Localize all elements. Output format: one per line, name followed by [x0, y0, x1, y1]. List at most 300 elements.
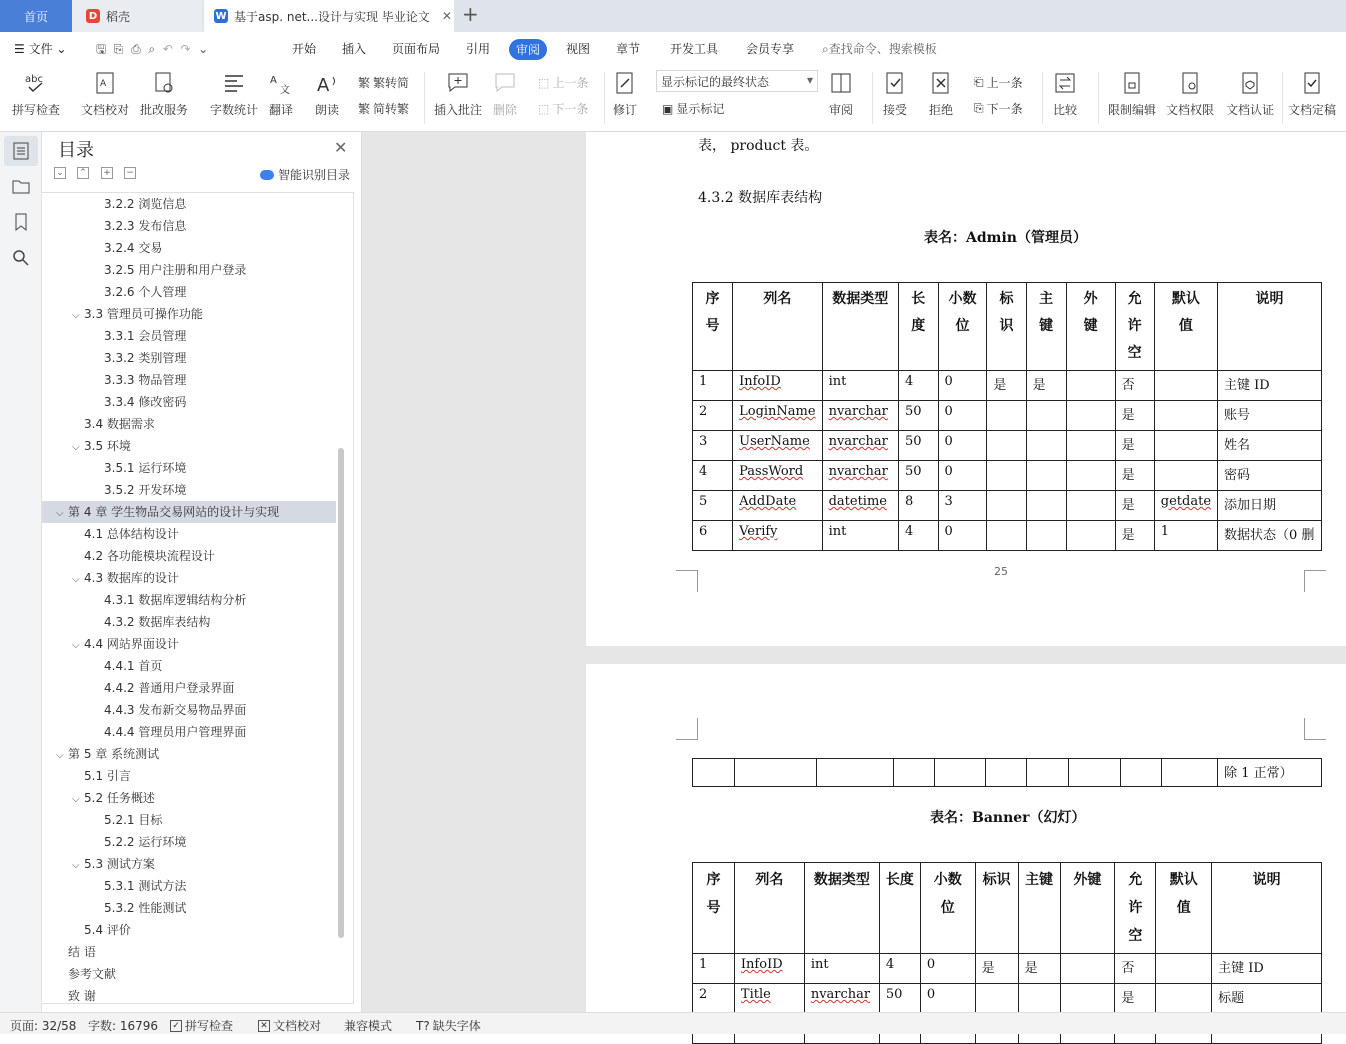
page-indicator[interactable] [10, 1017, 76, 1034]
toc-item-label: 3.2.2 浏览信息 [104, 197, 187, 211]
toc-item-label: 3.2.4 交易 [104, 241, 163, 255]
table-cell: 2 [693, 401, 733, 431]
menu-chapter[interactable]: 章节 [616, 42, 641, 56]
table-cell [987, 461, 1026, 491]
table-cell: 主键 ID [1212, 954, 1322, 984]
toc-item[interactable] [56, 963, 116, 985]
next-comment-icon: ⬚ [538, 101, 550, 116]
spellcheck-underline: nvarchar [828, 404, 888, 419]
table-cell [1069, 759, 1121, 787]
column-header: 小数 位 [920, 863, 975, 954]
table-cell [1154, 491, 1217, 521]
toc-item-label: 5.3 测试方案 [84, 857, 155, 871]
toc-item[interactable] [72, 303, 203, 325]
file-menu[interactable]: ☰ 文件 ⌄ [14, 42, 67, 56]
table-cell: 添加日期 [1218, 491, 1322, 521]
toc-item-label: 3.3.4 修改密码 [104, 395, 187, 409]
menu-vip[interactable]: 会员专享 [746, 42, 795, 56]
column-header: 长 度 [898, 283, 938, 371]
table-cell [734, 984, 804, 1014]
table-cell [987, 401, 1026, 431]
show-markup-label: 显示标记 [676, 102, 725, 116]
status-bar [0, 1012, 1346, 1034]
toc-item[interactable] [88, 259, 246, 281]
column-header: 说明 [1218, 283, 1322, 371]
table-cell: 否 [1115, 371, 1154, 401]
table-cell: 4 [693, 461, 733, 491]
toc-item-label: 第 4 章 学生物品交易网站的设计与实现 [68, 505, 280, 519]
toc-item[interactable] [72, 435, 131, 457]
toc-item[interactable] [88, 215, 186, 237]
table-cell: 是 [1115, 431, 1154, 461]
table-cell [987, 491, 1026, 521]
spell-check-toggle-label: 拼写检查 [185, 1019, 234, 1033]
toc-item[interactable] [56, 985, 96, 1007]
table-cell: 主键 ID [1218, 371, 1322, 401]
column-header: 长度 [879, 863, 920, 954]
column-header: 允 许 空 [1115, 283, 1154, 371]
table-row [693, 521, 1322, 551]
svg-text:A: A [100, 79, 107, 89]
table-cell: 是 [1115, 984, 1156, 1014]
toc-scrollbar[interactable] [338, 448, 344, 938]
menu-reference[interactable]: 引用 [466, 42, 491, 56]
chevron-down-icon[interactable]: ⌵ [72, 794, 80, 805]
tab-bar [0, 0, 1346, 32]
table-cell [987, 521, 1026, 551]
batch-service-button[interactable] [140, 70, 188, 118]
toc-item-label: 5.2 任务概述 [84, 791, 155, 805]
toc-item[interactable] [88, 677, 234, 699]
table-row [693, 461, 1322, 491]
tab-document[interactable] [204, 0, 454, 32]
word-count-indicator[interactable] [88, 1017, 158, 1034]
chevron-down-icon[interactable]: ⌵ [56, 508, 64, 519]
toc-icon[interactable] [11, 141, 31, 161]
comment-icon [445, 70, 471, 96]
toc-item[interactable] [88, 237, 162, 259]
close-tab-icon[interactable]: ✕ [441, 9, 452, 23]
doc-proof-label: 文档校对 [81, 103, 130, 117]
prev-change-label: 上一条 [986, 76, 1023, 90]
toc-item[interactable] [72, 567, 179, 589]
toc-item[interactable] [72, 413, 155, 435]
toc-item-label: 3.4 数据需求 [84, 417, 155, 431]
smart-icon [260, 170, 274, 180]
search-icon[interactable] [11, 248, 31, 268]
toc-item-label: 3.3.3 物品管理 [104, 373, 187, 387]
table-cell [1018, 984, 1060, 1014]
next-comment-button[interactable] [538, 100, 588, 117]
toc-item[interactable] [72, 853, 155, 875]
toc-item-label: 致 谢 [68, 989, 96, 1003]
export-icon[interactable]: ⎘ [113, 42, 124, 56]
print-icon[interactable]: ⎙ [131, 42, 141, 56]
column-header: 默认 值 [1156, 863, 1212, 954]
doc-proof-button[interactable] [81, 70, 129, 118]
toc-item[interactable] [56, 743, 159, 765]
prev-change-icon: ⎗ [974, 75, 984, 89]
missing-font-button[interactable] [416, 1017, 481, 1034]
table-cell [1154, 461, 1217, 491]
chevron-down-icon[interactable]: ⌵ [56, 750, 64, 761]
toc-item-label: 3.3.2 类别管理 [104, 351, 187, 365]
quick-access-toolbar[interactable] [96, 40, 208, 61]
close-icon[interactable]: ✕ [334, 138, 348, 157]
toc-item[interactable] [72, 523, 179, 545]
table-cell: 0 [938, 401, 987, 431]
word-count-button[interactable] [210, 70, 258, 118]
table-cell: int [822, 371, 898, 401]
trad-simp-icon: 繁 [358, 76, 371, 90]
more-icon[interactable]: ⌄ [198, 42, 209, 56]
word-count-label: 字数统计 [210, 103, 259, 117]
table-cell [1026, 521, 1066, 551]
toc-item-label: 4.4.1 首页 [104, 659, 163, 673]
command-search[interactable] [822, 40, 937, 57]
toc-item[interactable] [88, 457, 186, 479]
column-header: 标 识 [987, 283, 1026, 371]
tab-document-label: 基于asp. net...设计与实现 毕业论文 [234, 9, 430, 24]
toc-item-label: 3.2.6 个人管理 [104, 285, 187, 299]
save-icon[interactable]: 🖫 [96, 42, 107, 56]
page-indicator-label: 页面: 32/58 [10, 1019, 77, 1033]
toc-item[interactable] [88, 611, 210, 633]
finalize-icon [1299, 70, 1325, 96]
show-markup-icon: ▣ [662, 101, 674, 116]
svg-text:A: A [270, 75, 277, 86]
insert-comment-button[interactable] [434, 70, 482, 118]
column-header: 主键 [1018, 863, 1060, 954]
table-cell: 姓名 [1218, 431, 1322, 461]
ribbon [0, 66, 1346, 132]
compare-icon [1052, 70, 1078, 96]
new-tab-button[interactable]: + [462, 2, 479, 26]
review-pane-icon [828, 70, 854, 96]
track-changes-icon [612, 70, 638, 96]
table-cell [1066, 401, 1115, 431]
table-header-row [693, 283, 1322, 371]
column-header: 外 键 [1066, 283, 1115, 371]
menu-devtools[interactable]: 开发工具 [670, 42, 719, 56]
page-25 [586, 132, 1346, 646]
doc-final-label: 文档定稿 [1288, 103, 1337, 117]
side-toolbar [0, 132, 42, 1012]
menu-bar [0, 32, 1346, 66]
toc-item-label: 4.3.1 数据库逻辑结构分析 [104, 593, 247, 607]
column-header: 主 键 [1026, 283, 1066, 371]
toc-item[interactable] [88, 369, 186, 391]
toc-item[interactable] [88, 655, 162, 677]
remove-level-icon[interactable]: − [124, 167, 136, 179]
trad-to-simp-label: 繁转简 [373, 76, 410, 90]
spell-check-toggle[interactable] [170, 1017, 233, 1034]
table-cell [733, 461, 822, 491]
word-count-indicator-label: 字数: 16796 [88, 1019, 159, 1033]
toc-item-label: 4.4.2 普通用户登录界面 [104, 681, 235, 695]
toc-item[interactable] [72, 919, 131, 941]
proof-toggle-label: 文档校对 [273, 1019, 322, 1033]
table-cell: 账号 [1218, 401, 1322, 431]
toc-item-label: 4.3 数据库的设计 [84, 571, 179, 585]
simp-to-trad-button[interactable] [358, 100, 409, 117]
column-header: 序 号 [693, 863, 735, 954]
read-aloud-button[interactable] [314, 70, 340, 118]
ribbon-separator [1282, 72, 1283, 124]
chevron-down-icon[interactable]: ⌵ [72, 310, 80, 321]
table-cell: 是 [1115, 461, 1154, 491]
command-search-label: 查找命令、搜索模板 [828, 42, 937, 56]
proof-toggle[interactable] [258, 1017, 321, 1034]
compat-mode[interactable] [344, 1017, 392, 1034]
chevron-down-icon[interactable]: ⌵ [72, 860, 80, 871]
table-cell: 0 [920, 984, 975, 1014]
table-cell [1027, 759, 1069, 787]
toc-item[interactable] [88, 875, 186, 897]
translate-label: 翻译 [268, 103, 293, 117]
spell-check-button[interactable] [12, 70, 60, 118]
table-cell: 50 [898, 401, 938, 431]
table-cell [822, 431, 898, 461]
toc-item-label: 4.1 总体结构设计 [84, 527, 179, 541]
track-changes-label: 修订 [612, 103, 637, 117]
table-cell [1060, 984, 1115, 1014]
table-cell: 0 [938, 521, 987, 551]
toc-item[interactable] [88, 281, 186, 303]
table-cell [1156, 954, 1212, 984]
restrict-editing-label: 限制编辑 [1108, 103, 1157, 117]
undo-icon[interactable]: ↶ [162, 42, 173, 56]
table-cell [804, 984, 879, 1014]
table-cell: 是 [1115, 491, 1154, 521]
next-comment-label: 下一条 [552, 102, 589, 116]
toc-panel [42, 132, 362, 1012]
accept-label: 接受 [882, 103, 907, 117]
table-cell [1066, 371, 1115, 401]
doc-permission-button[interactable] [1166, 70, 1214, 118]
menu-review[interactable]: 审阅 [509, 39, 547, 60]
toc-item[interactable] [88, 897, 186, 919]
table-cell [975, 984, 1018, 1014]
tab-daoke[interactable] [72, 0, 202, 32]
chevron-down-icon[interactable]: ⌵ [72, 442, 80, 453]
table-cell: 2 [693, 984, 735, 1014]
table-cell [733, 371, 822, 401]
menu-view[interactable]: 视图 [566, 42, 591, 56]
ribbon-separator [424, 72, 425, 124]
table-cell [1066, 431, 1115, 461]
delete-comment-icon [492, 70, 518, 96]
table-row [693, 954, 1322, 984]
compare-button[interactable] [1052, 70, 1078, 118]
toc-item-label: 5.2.2 运行环境 [104, 835, 187, 849]
reject-button[interactable] [928, 70, 954, 118]
preview-icon[interactable]: ⌕ [148, 42, 156, 56]
table-cell [1066, 461, 1115, 491]
toc-item[interactable] [88, 391, 186, 413]
delete-comment-button[interactable] [492, 70, 518, 118]
table-cell: 0 [938, 371, 987, 401]
chevron-down-icon: ▾ [806, 73, 813, 87]
toc-item[interactable] [88, 721, 246, 743]
table-cell [893, 759, 934, 787]
table-row [693, 759, 1322, 787]
table-cell [1066, 521, 1115, 551]
tab-home[interactable] [0, 0, 72, 32]
toc-item-label: 3.5 环境 [84, 439, 131, 453]
reject-icon [928, 70, 954, 96]
chevron-down-icon[interactable]: ⌵ [72, 640, 80, 651]
svg-text:abc: abc [25, 74, 43, 85]
svg-text:文: 文 [280, 85, 290, 96]
prev-comment-button[interactable] [538, 74, 588, 91]
toc-item[interactable] [88, 589, 246, 611]
ribbon-separator [872, 72, 873, 124]
smart-toc-button[interactable] [260, 166, 350, 183]
doc-cert-label: 文档认证 [1226, 103, 1275, 117]
menu-start[interactable]: 开始 [292, 42, 317, 56]
chevron-down-icon[interactable]: ⌵ [72, 574, 80, 585]
menu-insert[interactable]: 插入 [342, 42, 367, 56]
toc-item[interactable] [88, 479, 186, 501]
table-cell [1026, 461, 1066, 491]
table-cell [1026, 491, 1066, 521]
expand-up-icon[interactable]: ⌃ [77, 167, 89, 179]
table-cell [934, 759, 986, 787]
show-markup-button[interactable] [662, 100, 724, 117]
toc-item[interactable] [88, 831, 186, 853]
admin-table [692, 282, 1322, 551]
add-level-icon[interactable]: + [101, 167, 113, 179]
crop-mark [676, 570, 698, 592]
word-count-icon [221, 70, 247, 96]
toc-item[interactable] [72, 545, 215, 567]
column-header: 数据类型 [822, 283, 898, 371]
markup-display-select[interactable] [656, 70, 818, 92]
markup-display-value: 显示标记的最终状态 [661, 75, 770, 89]
table-cell: 4 [898, 371, 938, 401]
toc-item-label: 3.5.2 开发环境 [104, 483, 187, 497]
table-cell: 否 [1115, 954, 1156, 984]
toc-item[interactable] [56, 941, 96, 963]
table-cell [1154, 371, 1217, 401]
redo-icon[interactable]: ↷ [180, 42, 191, 56]
search-icon: ⌕ [822, 42, 829, 56]
toc-item[interactable] [72, 765, 131, 787]
toc-item-label: 4.3.2 数据库表结构 [104, 615, 211, 629]
spell-check-label: 拼写检查 [12, 103, 61, 117]
bookmark-icon[interactable] [11, 212, 31, 232]
toc-item[interactable] [88, 325, 186, 347]
lock-icon [1119, 70, 1145, 96]
table-cell [1121, 759, 1162, 787]
table-row [693, 431, 1322, 461]
trad-to-simp-button[interactable] [358, 74, 409, 91]
toc-item[interactable] [88, 347, 186, 369]
tab-home-label: 首页 [23, 9, 48, 24]
tab-daoke-label: 稻壳 [106, 9, 131, 24]
table-cell [733, 401, 822, 431]
spell-check-icon [23, 70, 49, 96]
table-cell: 50 [898, 431, 938, 461]
compare-label: 比较 [1052, 103, 1077, 117]
column-header: 外键 [1060, 863, 1115, 954]
review-pane-button[interactable] [828, 70, 854, 118]
table-cell [733, 431, 822, 461]
toc-item-label: 3.3 管理员可操作功能 [84, 307, 203, 321]
table-cell: 5 [693, 491, 733, 521]
column-header: 标识 [975, 863, 1018, 954]
toc-item-label: 结 语 [68, 945, 96, 959]
table-cell: 标题 [1212, 984, 1322, 1014]
restrict-editing-button[interactable] [1108, 70, 1156, 118]
table-cell [733, 521, 822, 551]
spellcheck-underline: AddDate [739, 494, 797, 509]
spellcheck-underline: getdate [1160, 494, 1212, 509]
toc-item[interactable] [72, 633, 179, 655]
shield-icon [1237, 70, 1263, 96]
table-cell: 3 [693, 431, 733, 461]
track-changes-button[interactable] [612, 70, 638, 118]
ribbon-separator [1098, 72, 1099, 124]
table-cell: 1 [1154, 521, 1217, 551]
table-cell [822, 491, 898, 521]
translate-button[interactable] [268, 70, 294, 118]
toc-item-label: 5.3.2 性能测试 [104, 901, 187, 915]
doc-cert-button[interactable] [1226, 70, 1274, 118]
toc-item[interactable] [88, 809, 162, 831]
translate-icon [268, 70, 294, 96]
column-header: 序 号 [693, 283, 733, 371]
table-cell: 8 [898, 491, 938, 521]
toc-item-label: 4.4 网站界面设计 [84, 637, 179, 651]
reject-label: 拒绝 [928, 103, 953, 117]
table-cell [1162, 759, 1218, 787]
toc-item[interactable] [42, 501, 336, 523]
table-cell: 是 [1026, 371, 1066, 401]
checkbox-icon: ✓ [170, 1020, 182, 1032]
toc-item-label: 5.4 评价 [84, 923, 131, 937]
permission-icon [1177, 70, 1203, 96]
toc-item[interactable] [72, 787, 155, 809]
collapse-all-icon[interactable]: ⌄ [54, 167, 66, 179]
page-26 [586, 664, 1346, 1024]
table-row [693, 371, 1322, 401]
spellcheck-underline: Title [740, 987, 771, 1002]
toc-item-label: 参考文献 [68, 967, 117, 981]
toc-item[interactable] [88, 193, 186, 215]
table-cell [1026, 431, 1066, 461]
insert-comment-label: 插入批注 [434, 103, 483, 117]
svg-text:A: A [317, 75, 330, 96]
table-cell [1156, 984, 1212, 1014]
toc-item-label: 5.1 引言 [84, 769, 131, 783]
table-cell: 是 [975, 954, 1018, 984]
accept-button[interactable] [882, 70, 908, 118]
accept-icon [882, 70, 908, 96]
spellcheck-underline: UserName [739, 434, 810, 449]
prev-change-button[interactable] [974, 74, 1023, 91]
menu-layout[interactable]: 页面布局 [392, 42, 441, 56]
doc-final-button[interactable] [1288, 70, 1336, 118]
review-pane-label: 审阅 [828, 103, 853, 117]
folder-icon[interactable] [11, 176, 31, 196]
crop-mark [1304, 718, 1326, 740]
toc-item-label: 3.3.1 会员管理 [104, 329, 187, 343]
table-cell: int [804, 954, 879, 984]
toc-item[interactable] [88, 699, 246, 721]
next-change-button[interactable] [974, 100, 1023, 117]
